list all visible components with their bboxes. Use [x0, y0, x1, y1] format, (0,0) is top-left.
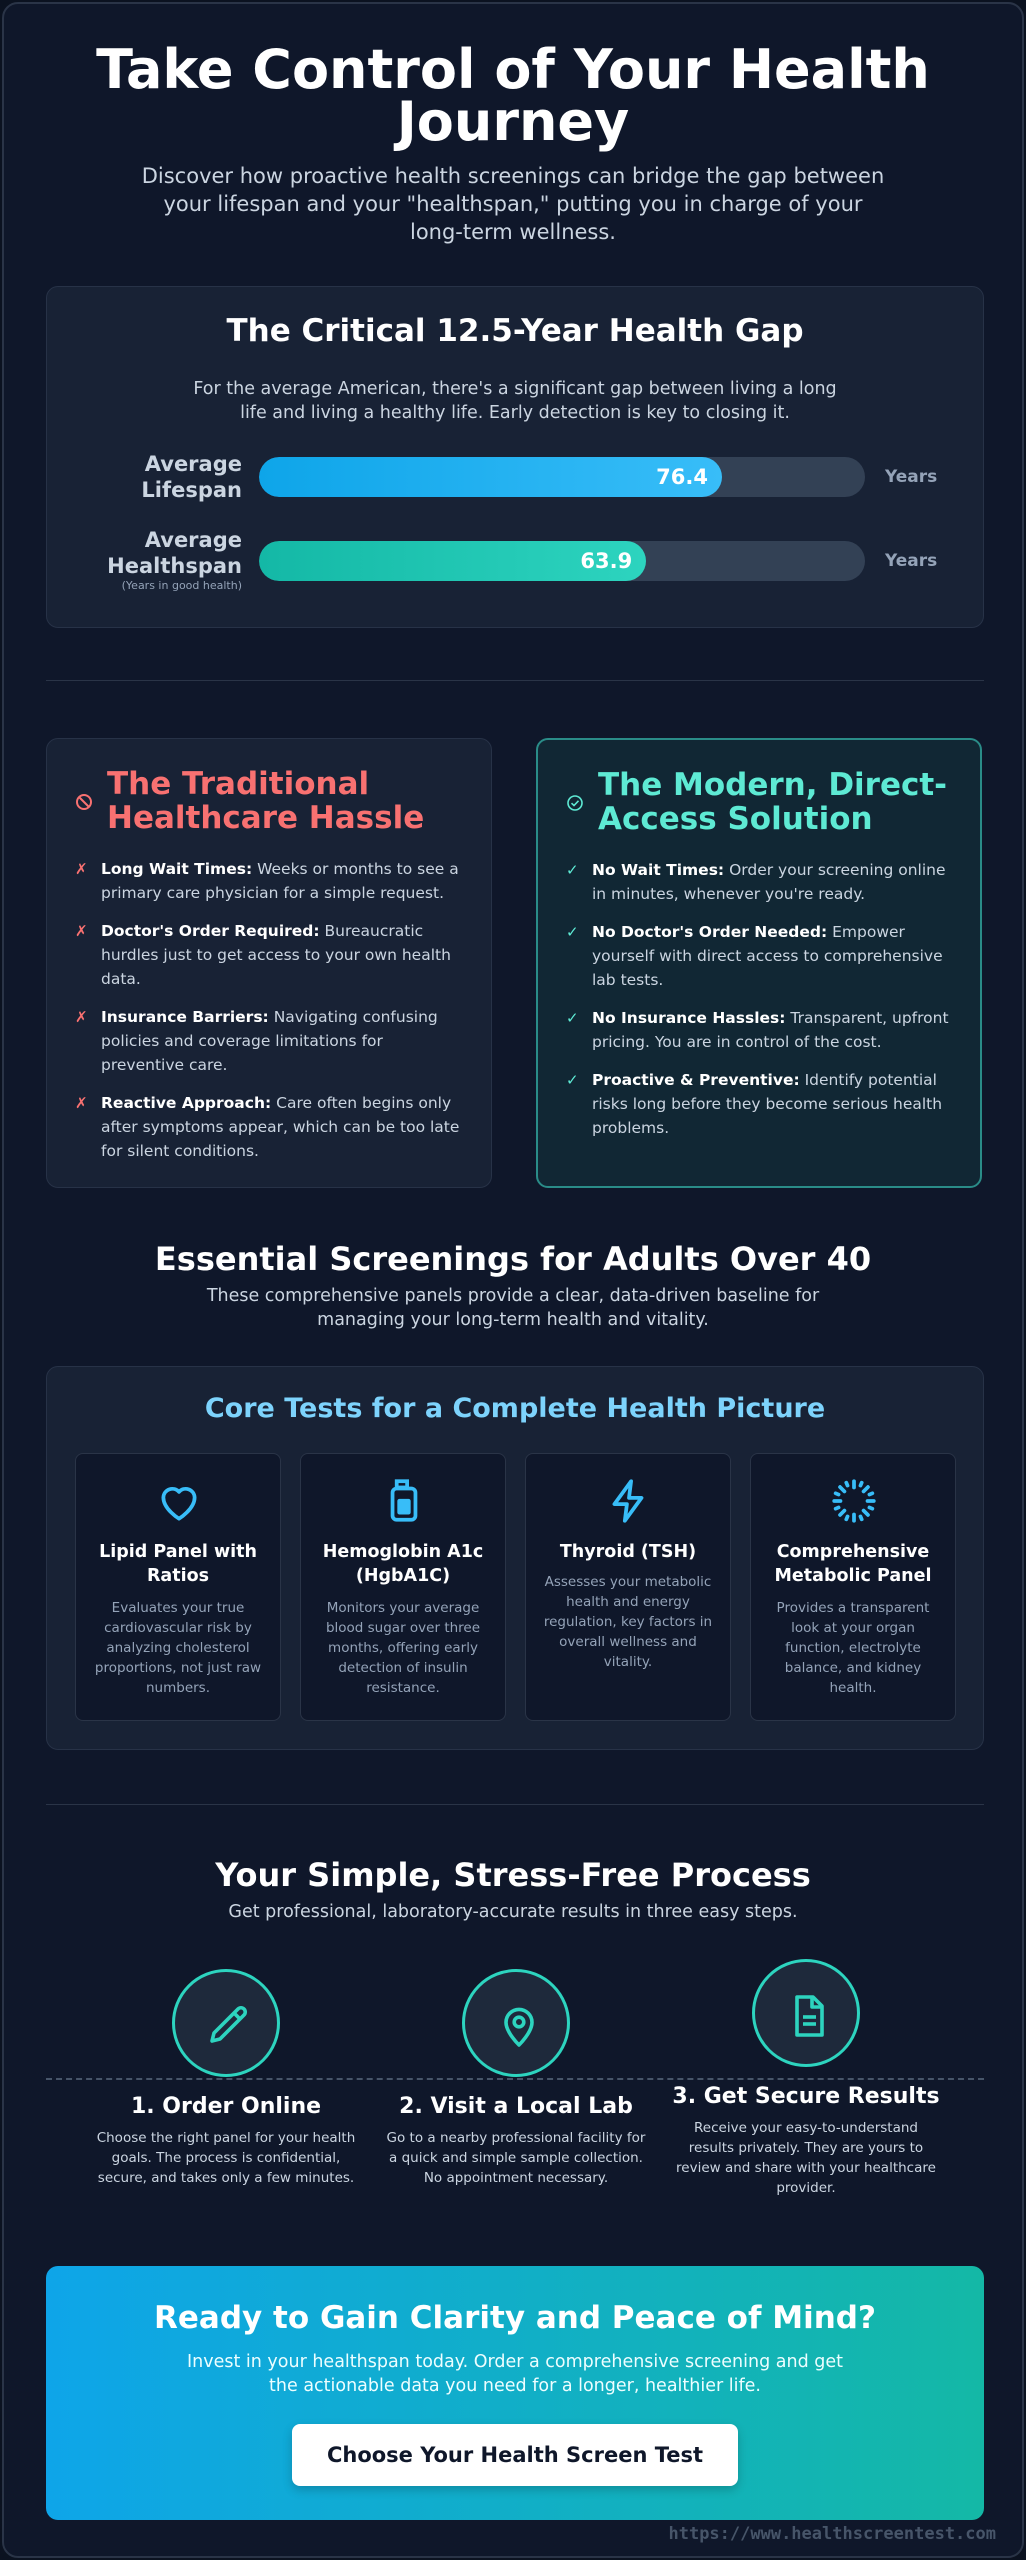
pencil-icon — [205, 2002, 253, 2050]
step-1-title: 1. Order Online — [130, 2094, 322, 2119]
page-title: Take Control of Your Health Journey — [96, 38, 930, 153]
check-mark-icon: ✓ — [566, 861, 579, 879]
lifespan-value: 76.4 — [656, 465, 708, 489]
list-item: ✓ No Wait Times: Order your screening online in minutes, whenever you're ready. — [566, 858, 952, 906]
footer-url[interactable]: https://www.healthscreentest.com — [668, 2524, 996, 2544]
list-item: ✓ No Doctor's Order Needed: Empower yourself with direct access to comprehensive lab tests. — [566, 920, 952, 992]
lifespan-bar-track — [259, 457, 865, 497]
ban-icon — [75, 793, 93, 811]
step-3-circle — [752, 1959, 860, 2067]
health-gap-panel — [46, 286, 984, 628]
cta-banner — [46, 2266, 984, 2520]
traditional-healthcare-card — [46, 738, 492, 1188]
modern-solution-card — [536, 738, 982, 1188]
x-mark-icon: ✗ — [75, 1008, 88, 1026]
x-mark-icon: ✗ — [75, 860, 88, 878]
lifespan-label: Average Lifespan — [141, 452, 242, 502]
page-frame — [2, 2, 1024, 2558]
step-2-description: Go to a nearby professional facility for a quick and simple sample collection. No appointment necessary. — [386, 2130, 646, 2186]
test-description: Provides a transparent look at your organ function, electrolyte balance, and kidney health. — [776, 1600, 930, 1696]
screenings-subtitle: These comprehensive panels provide a clear, data-driven baseline for managing your long-term health and vitality. — [206, 1286, 820, 1330]
test-card-lipid[interactable] — [75, 1453, 281, 1721]
map-pin-icon — [495, 2002, 543, 2050]
steps-connector-line — [46, 2078, 984, 2080]
choose-test-button[interactable]: Choose Your Health Screen Test — [292, 2424, 738, 2486]
traditional-list — [75, 857, 463, 1163]
step-1-description: Choose the right panel for your health goals. The process is confidential, secure, and takes only a few minutes. — [96, 2130, 356, 2186]
lightning-icon — [604, 1476, 654, 1526]
process-subtitle: Get professional, laboratory-accurate results in three easy steps. — [228, 1902, 798, 1922]
loader-icon — [829, 1476, 879, 1526]
test-name: Hemoglobin A1c (HgbA1C) — [322, 1542, 484, 1586]
step-2-title: 2. Visit a Local Lab — [399, 2094, 633, 2119]
step-1-circle — [172, 1969, 280, 2077]
traditional-title: The Traditional Healthcare Hassle — [107, 766, 425, 836]
healthspan-value: 63.9 — [580, 549, 633, 573]
cta-description: Invest in your healthspan today. Order a comprehensive screening and get the actionable data you need for a longer, healthier life. — [186, 2352, 843, 2396]
test-card-metabolic[interactable] — [750, 1453, 956, 1721]
document-icon — [785, 1992, 833, 2040]
list-item: ✗ Reactive Approach: Care often begins only after symptoms appear, which can be too late for silent conditions. — [75, 1091, 463, 1163]
lifespan-bar-fill — [259, 457, 722, 497]
step-3-title: 3. Get Secure Results — [672, 2084, 940, 2109]
cta-title: Ready to Gain Clarity and Peace of Mind? — [154, 2300, 876, 2336]
healthspan-unit: Years — [885, 551, 938, 571]
heart-icon — [154, 1476, 204, 1526]
list-item: ✗ Long Wait Times: Weeks or months to see a primary care physician for a simple request. — [75, 857, 463, 905]
modern-title: The Modern, Direct-Access Solution — [598, 767, 948, 837]
x-mark-icon: ✗ — [75, 1094, 88, 1112]
section-divider — [46, 1804, 984, 1805]
test-description: Evaluates your true cardiovascular risk by analyzing cholesterol proportions, not just raw numbers. — [94, 1600, 262, 1696]
list-item: ✓ Proactive & Preventive: Identify potential risks long before they become serious health problems. — [566, 1068, 952, 1140]
x-mark-icon: ✗ — [75, 922, 88, 940]
core-tests-panel — [46, 1366, 984, 1750]
test-name: Lipid Panel with Ratios — [99, 1542, 257, 1586]
check-circle-icon — [566, 794, 584, 812]
screenings-title: Essential Screenings for Adults Over 40 — [154, 1240, 872, 1278]
test-description: Assesses your metabolic health and energy regulation, key factors in overall wellness and vitality. — [543, 1574, 713, 1670]
list-item: ✗ Doctor's Order Required: Bureaucratic hurdles just to get access to your own health data. — [75, 919, 463, 991]
healthspan-label: Average Healthspan (Years in good health) — [67, 527, 242, 593]
health-gap-title: The Critical 12.5-Year Health Gap — [226, 313, 804, 349]
check-mark-icon: ✓ — [566, 923, 579, 941]
test-name: Comprehensive Metabolic Panel — [774, 1542, 932, 1586]
core-tests-title: Core Tests for a Complete Health Picture — [204, 1393, 826, 1424]
test-card-thyroid[interactable] — [525, 1453, 731, 1721]
healthspan-bar-fill — [259, 541, 646, 581]
process-title: Your Simple, Stress-Free Process — [215, 1856, 811, 1894]
healthspan-note: (Years in good health) — [121, 579, 242, 592]
step-2-circle — [462, 1969, 570, 2077]
step-3-description: Receive your easy-to-understand results privately. They are yours to review and share with your healthcare provider. — [676, 2120, 936, 2196]
modern-list — [566, 858, 952, 1140]
healthspan-bar-track — [259, 541, 865, 581]
section-divider — [46, 680, 984, 681]
check-mark-icon: ✓ — [566, 1071, 579, 1089]
list-item: ✗ Insurance Barriers: Navigating confusing policies and coverage limitations for preventive care. — [75, 1005, 463, 1077]
test-description: Monitors your average blood sugar over three months, offering early detection of insulin resistance. — [325, 1600, 481, 1696]
lifespan-unit: Years — [885, 467, 938, 487]
page-subtitle: Discover how proactive health screenings can bridge the gap between your lifespan and your "healthspan," putting you in charge of your long-term wellness. — [141, 164, 885, 244]
check-mark-icon: ✓ — [566, 1009, 579, 1027]
list-item: ✓ No Insurance Hassles: Transparent, upfront pricing. You are in control of the cost. — [566, 1006, 952, 1054]
vial-icon — [379, 1476, 429, 1526]
test-card-a1c[interactable] — [300, 1453, 506, 1721]
test-name: Thyroid (TSH) — [559, 1542, 697, 1562]
health-gap-description: For the average American, there's a significant gap between living a long life and living a healthy life. Early detection is key to closing it. — [193, 379, 837, 423]
